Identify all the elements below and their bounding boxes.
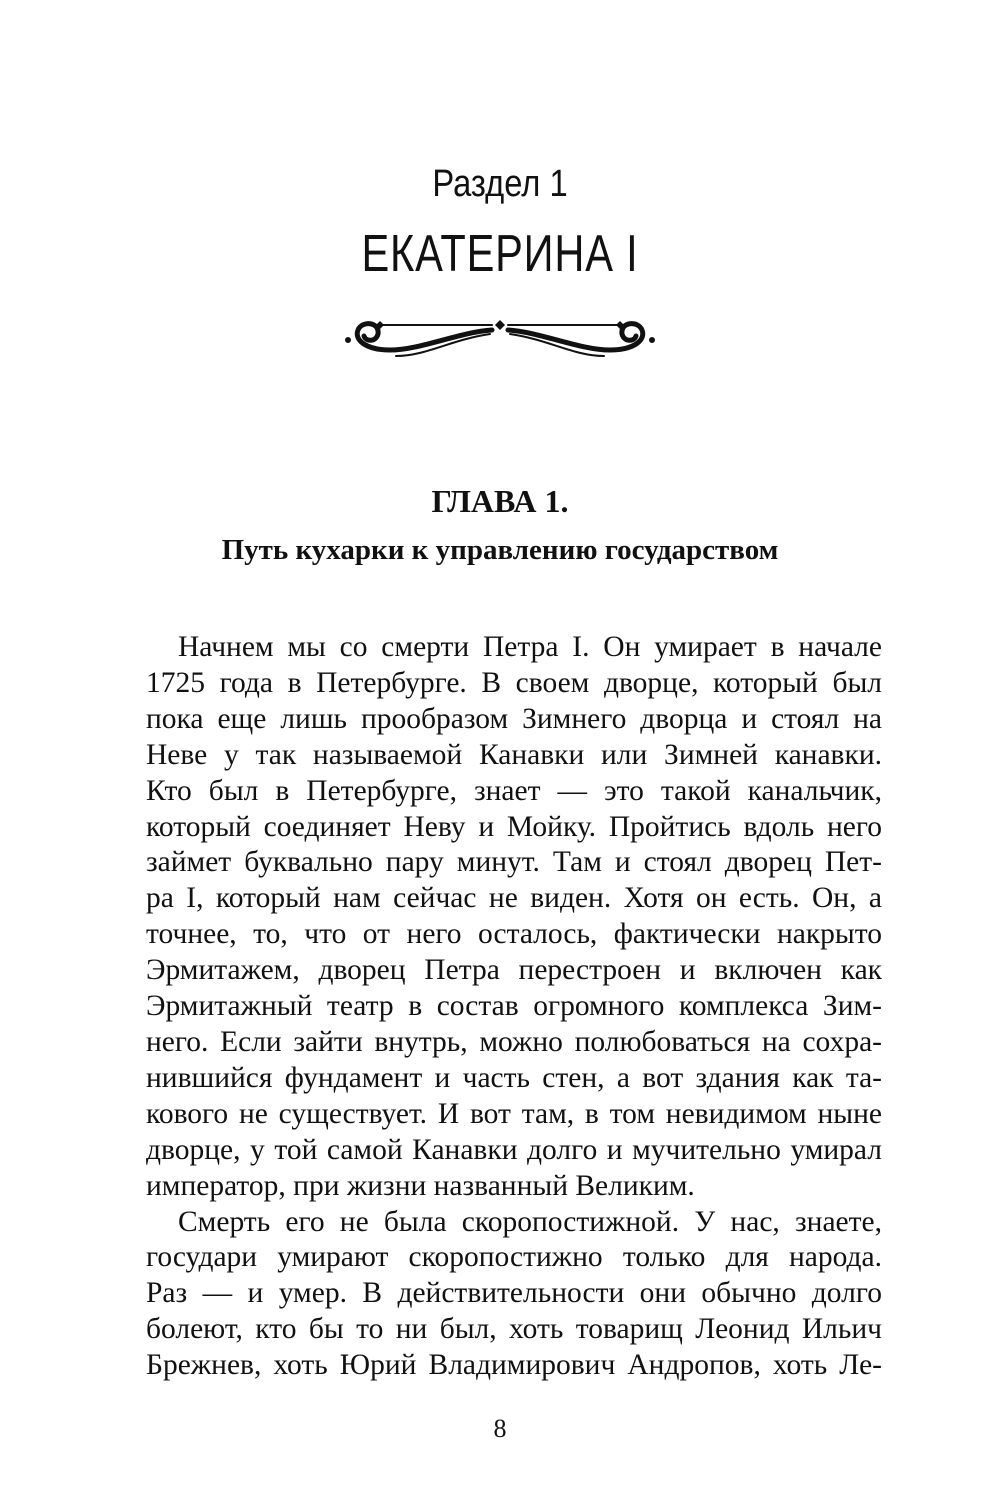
text-line: болеют, кто бы то ни был, хоть товарищ Леонид Ильич [146, 1313, 882, 1346]
section-label: Раздел 1 [432, 163, 568, 205]
paragraph-1 [114, 630, 882, 1205]
text-line: Неве у так называемой Канавки или Зимней канавки. [146, 738, 882, 771]
text-line: государи умирают скоропостижно только для народа. [146, 1241, 882, 1274]
chapter-title: Путь кухарки к управлению государством [221, 534, 779, 566]
text-line: 1725 года в Петербурге. В своем дворце, который был [146, 666, 882, 699]
paragraph-2 [114, 1205, 882, 1385]
text-line: Начнем мы со смерти Петра I. Он умирает в начале [178, 631, 882, 663]
text-line: который соединяет Неву и Мойку. Пройтись вдоль него [146, 810, 882, 843]
text-line: него. Если зайти внутрь, можно полюбоваться на сохра- [146, 1025, 882, 1058]
section-title: ЕКАТЕРИНА I [361, 225, 639, 283]
text-line: дворце, у той самой Канавки долго и мучительно умирал [146, 1133, 882, 1166]
text-line: точнее, то, что от него осталось, фактически накрыто [146, 918, 882, 951]
text-line: Эрмитажем, дворец Петра перестроен и включен как [146, 954, 882, 987]
text-line: Эрмитажный театр в состав огромного комплекса Зим- [146, 990, 882, 1023]
text-line: займет буквально пару минут. Там и стоял дворец Пет- [146, 846, 882, 879]
text-line: кового не существует. И вот там, в том невидимом ныне [146, 1097, 882, 1130]
text-line: император, при жизни названный Великим. [146, 1169, 695, 1202]
chapter-label: ГЛАВА 1. [431, 483, 569, 519]
text-line: нившийся фундамент и часть стен, а вот здания как та- [146, 1061, 882, 1094]
text-line: ра I, который нам сейчас не виден. Хотя он есть. Он, а [146, 882, 882, 915]
text-line: Смерть его не была скоропостижной. У нас, знаете, [178, 1205, 882, 1238]
text-line: Раз — и умер. В действительности они обычно долго [146, 1277, 882, 1310]
text-line: Кто был в Петербурге, знает — это такой канальчик, [146, 774, 882, 807]
text-line: Брежнев, хоть Юрий Владимирович Андропов, хоть Ле- [146, 1349, 882, 1382]
page-number: 8 [493, 1414, 507, 1443]
body-text [114, 630, 882, 1384]
text-line: пока еще лишь прообразом Зимнего дворца и стоял на [146, 702, 882, 735]
flourish-divider-icon [340, 306, 660, 362]
